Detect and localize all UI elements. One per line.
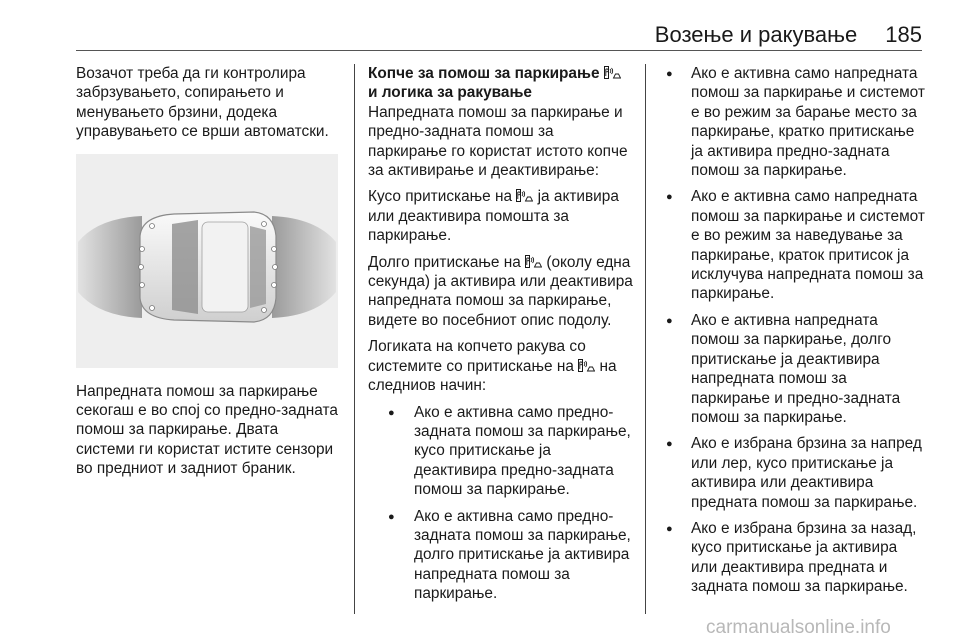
car-roof: [202, 222, 248, 312]
paragraph: Напредната помош за паркирање и предно-задната помош за паркирање го користат истото копче за активирање и деактивирање:: [368, 103, 628, 180]
parking-assist-icon: [604, 66, 621, 79]
parking-sensor-illustration: [76, 154, 338, 368]
bullet-icon: ●: [388, 510, 395, 523]
list-item: ● Ако е избрана брзина за назад, кусо притискање ја активира или деактивира предната и задната помош за паркирање.: [666, 519, 917, 596]
heading-text: и логика за ракување: [368, 84, 532, 102]
car-sensor-diagram: [76, 154, 338, 368]
bullet-icon: ●: [666, 438, 673, 451]
section-heading: [368, 64, 634, 103]
header-rule: [76, 50, 922, 51]
bullet-icon: ●: [388, 406, 395, 419]
windshield: [172, 220, 198, 314]
bullet-list: [368, 403, 634, 604]
list-item: ● Ако е активна напредната помош за паркирање, долго притискање ја деактивира напредната помош за паркирање и предно-задната помош за паркирање.: [666, 311, 901, 426]
list-item: ● Ако е активна само напредната помош за паркирање и системот е во режим за барање место за паркирање, кратко притискање ја активира предно-задната помош за паркирање.: [666, 65, 925, 180]
figure-caption: Напредната помош за паркирање секогаш е во спој со предно-задната помош за паркирање. Двата системи ги користат истите сензори во предниот и задниот браник.: [76, 382, 338, 478]
bullet-icon: ●: [666, 522, 673, 535]
watermark: carmanualsonline.info: [706, 617, 891, 638]
list-item: ● Ако е избрана брзина за напред или лер, кусо притискање ја активира или деактивира предната помош за паркирање.: [666, 435, 922, 511]
column-middle: [368, 64, 634, 611]
column-right: [653, 64, 925, 604]
parking-assist-icon: [516, 189, 533, 202]
intro-paragraph: Возачот треба да ги контролира забрзувањето, сопирањето и менувањето брзини, додека управувањето се врши автоматски.: [76, 65, 329, 141]
bullet-icon: ●: [666, 191, 673, 204]
bullet-icon: ●: [666, 314, 673, 327]
page-header: [76, 22, 922, 48]
column-left: [76, 64, 338, 486]
parking-assist-icon: [525, 255, 542, 268]
front-sensor-zone: [78, 216, 142, 318]
heading-text: Копче за помош за паркирање: [368, 65, 600, 82]
rear-sensor-zone: [272, 216, 336, 318]
list-item: ● Ако е активна само напредната помош за паркирање и системот е во режим за наведување за паркирање, краток притисок ја исклучува напредната помош за паркирање.: [666, 188, 925, 303]
bullet-icon: ●: [666, 68, 673, 80]
column-divider: [354, 64, 355, 614]
page-number: 185: [885, 22, 922, 47]
bullet-list: [653, 64, 925, 597]
list-item: ● Ако е активна само предно-задната помош за паркирање, кусо притискање ја деактивира предно-задната помош за паркирање.: [388, 403, 631, 499]
rear-window: [250, 226, 266, 308]
paragraph: Кусо притискање на ја активира или деактивира помошта за паркирање.: [368, 188, 619, 245]
section-title: Возење и ракување: [654, 22, 858, 47]
list-item: ● Ако е активна само предно-задната помош за паркирање, долго притискање ја активира напредната помош за паркирање.: [388, 507, 631, 603]
paragraph: Логиката на копчето ракува со системите со притискање на на следниов начин:: [368, 338, 617, 395]
column-divider: [645, 64, 646, 614]
parking-assist-icon: [578, 359, 595, 372]
paragraph: Долго притискање на (околу една секунда) ја активира или деактивира напредната помош за паркирање, видете во посебниот опис подолу.: [368, 253, 633, 329]
